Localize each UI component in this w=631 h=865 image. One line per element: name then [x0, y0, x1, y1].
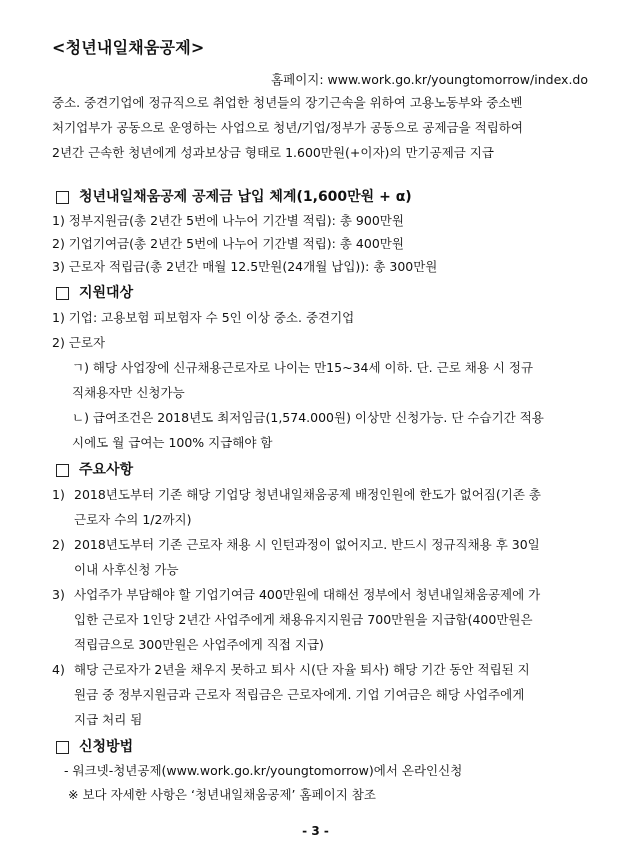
intro-line: 처기업부가 공동으로 운영하는 사업으로 청년/기업/정부가 공동으로 공제금을 적립하여: [52, 120, 523, 135]
checkbox-square-icon: [56, 464, 69, 477]
item-line: 원금 중 정부지원금과 근로자 적립금은 근로자에게. 기업 기여금은 해당 사업주에게: [74, 687, 525, 702]
list-item: 1) 정부지원금(총 2년간 5번에 나누어 기간별 적립): 총 900만원: [52, 213, 404, 228]
checkbox-square-icon: [56, 287, 69, 300]
item-line: 적립금으로 300만원은 사업주에게 직접 지급): [74, 637, 324, 652]
list-item: 1) 기업: 고용보험 피보험자 수 5인 이상 중소. 중견기업: [52, 310, 355, 325]
numbered-item: [52, 657, 592, 732]
item-line: 2018년도부터 기존 해당 기업당 청년내일채움공제 배정인원에 한도가 없어짐(기존 총: [74, 487, 541, 502]
item-line: 이내 사후신청 가능: [74, 562, 179, 577]
sub-item: [52, 405, 592, 455]
numbered-item: [52, 532, 592, 582]
sub-item-line: 시에도 월 급여는 100% 지급해야 함: [72, 435, 273, 450]
item-line: 해당 근로자가 2년을 채우지 못하고 퇴사 시(단 자율 퇴사) 해당 기간 동안 적립된 지: [74, 662, 530, 677]
item-number: 3): [52, 587, 65, 602]
item-number: 2): [52, 537, 65, 552]
item-number: 1): [52, 487, 65, 502]
reference-note: ※ 보다 자세한 사항은 ‘청년내일채움공제’ 홈페이지 참조: [68, 787, 376, 802]
numbered-item: [52, 482, 592, 532]
intro-line: 중소. 중견기업에 정규직으로 취업한 청년들의 장기근속을 위하여 고용노동부와 중소벤: [52, 95, 523, 110]
intro-paragraph: [52, 90, 592, 165]
list-item: 2) 기업기여금(총 2년간 5번에 나누어 기간별 적립): 총 400만원: [52, 236, 404, 251]
sub-item-line: ㄱ) 해당 사업장에 신규채용근로자로 나이는 만15~34세 이하. 단. 근로 채용 시 정규: [72, 360, 534, 375]
item-number: 4): [52, 662, 65, 677]
document-title: <청년내일채움공제>: [52, 38, 205, 57]
intro-line: 2년간 근속한 청년에게 성과보상금 형태로 1.600만원(+이자)의 만기공제금 지급: [52, 145, 494, 160]
item-line: 입한 근로자 1인당 2년간 사업주에게 채용유지지원금 700만원을 지급함(400만원은: [74, 612, 533, 627]
checkbox-square-icon: [56, 741, 69, 754]
section-heading-text: 청년내일채움공제 공제금 납입 체계(1,600만원 + α): [79, 188, 412, 205]
list-item: 2) 근로자: [52, 335, 106, 350]
homepage-line: 홈페이지: www.work.go.kr/youngtomorrow/index.do: [271, 72, 588, 87]
sub-item-line: ㄴ) 급여조건은 2018년도 최저임금(1,574.000원) 이상만 신청가능. 단 수습기간 적용: [72, 410, 544, 425]
checkbox-square-icon: [56, 191, 69, 204]
section-heading-notes: [52, 458, 592, 482]
item-line: 지급 처리 됨: [74, 712, 143, 727]
section-heading-text: 신청방법: [79, 738, 134, 755]
page-number: - 3 -: [302, 824, 329, 838]
list-item: 3) 근로자 적립금(총 2년간 매월 12.5만원(24개월 납입)): 총 300만원: [52, 259, 438, 274]
sub-item-line: 직채용자만 신청가능: [72, 385, 185, 400]
document-page: [52, 36, 592, 807]
section-heading-apply: [52, 735, 592, 759]
item-line: 근로자 수의 1/2까지): [74, 512, 192, 527]
sub-item: [52, 355, 592, 405]
item-line: 2018년도부터 기존 근로자 채용 시 인턴과정이 없어지고. 반드시 정규직채용 후 30일: [74, 537, 540, 552]
section-heading-text: 주요사항: [79, 461, 134, 478]
section-heading-text: 지원대상: [79, 284, 134, 301]
item-line: 사업주가 부담해야 할 기업기여금 400만원에 대해선 정부에서 청년내일채움공제에 가: [74, 587, 541, 602]
section-heading-contribution: [52, 185, 592, 209]
section-heading-eligibility: [52, 281, 592, 305]
apply-method-line: - 워크넷-청년공제(www.work.go.kr/youngtomorrow)에서 온라인신청: [64, 763, 463, 778]
numbered-item: [52, 582, 592, 657]
